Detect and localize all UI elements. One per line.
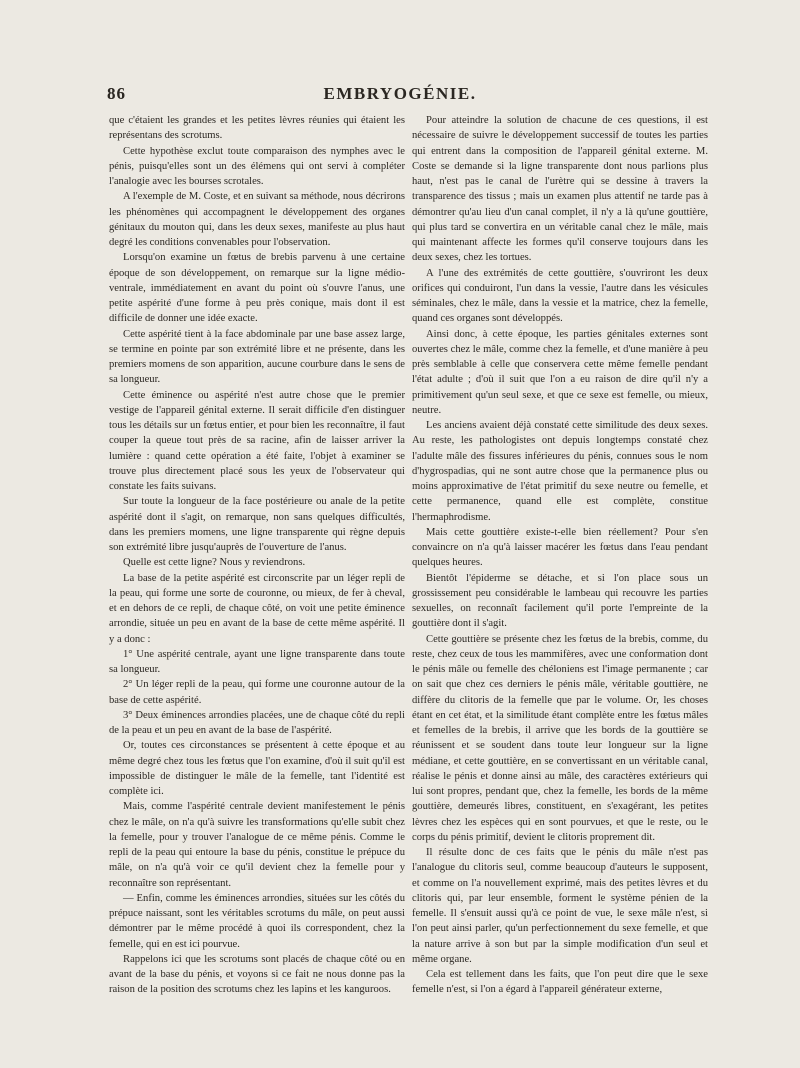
- page-number: 86: [107, 84, 126, 103]
- paragraph: Lorsqu'on examine un fœtus de brebis parvenu à une certaine époque de son développement, on remarque sur la ligne médio-ventrale, immédiatement en avant du point où s'ouvre l'anus, une petite aspérité d'une forme à peu près conique, mais dont il est difficile de donner une idée exacte.: [109, 252, 405, 325]
- paragraph: Ainsi donc, à cette époque, les parties génitales externes sont ouvertes chez le mâle, comme chez la femelle, et d'une manière à peu près semblable à celle que conservera cette même femelle pendant l'état adulte ; d'où il suit que l'on a eu raison de dire qu'il n'y a primitivement qu'un seul sexe, et que ce sexe est femelle, ou mieux, neutre.: [412, 328, 708, 416]
- paragraph: A l'exemple de M. Coste, et en suivant sa méthode, nous décrirons les phénomènes qui accompagnent le développement des organes génitaux du mouton qui, dans les deux sexes, manifeste au plus haut degré les conditions convenables pour l'observation.: [109, 191, 405, 248]
- paragraph: Cela est tellement dans les faits, que l'on peut dire que le sexe femelle n'est, si l'on a égard à l'appareil générateur externe,: [412, 969, 708, 996]
- paragraph: Bientôt l'épiderme se détache, et si l'on place sous un grossissement peu considérable le lambeau qui recouvre les parties sexuelles, on reconnaît facilement qu'il porte l'empreinte de la gouttière dont il s'agit.: [412, 572, 708, 630]
- paragraph: 2° Un léger repli de la peau, qui forme une couronne autour de la base de cette aspérité.: [109, 679, 405, 706]
- paragraph: Mais, comme l'aspérité centrale devient manifestement le pénis chez le mâle, on n'a qu'à suivre les transformations qu'elle subit chez la femelle, pour y trouver l'analogue de ce même pénis. Comme le repli de la peau qui entoure la base du pénis, constitue le prépuce du mâle, on n'a qu'à voir ce qu'il devient chez la femelle pour y reconnaître son représentant.: [109, 801, 405, 889]
- paragraph: Cette gouttière se présente chez les fœtus de la brebis, comme, du reste, chez ceux de tous les mammifères, avec une conformation dont le pénis mâle ou femelle des chéloniens est l'image permanente ; car on sait que chez ces derniers le pénis mâle, véritable gouttière, ne diffère du clitoris de la femelle que par le volume. Or, les choses étant en cet état, et la similitude étant complète entre les fœtus mâles et femelles de la brebis, il arrive que les bords de la gouttière se réunissent et se soudent dans toute leur longueur sur la ligne médiane, et cette gouttière, en se convertissant en un véritable canal, réalise le pénis et donne ainsi au mâle, des caractères extérieurs qui lui sont propres, pendant que, chez la femelle, les bords de la même gouttière, demeurés libres, constituent, en s'exagérant, les petites lèvres chez les espèces qui en sont pourvues, et que le reste, ou le corps du pénis primitif, devient le clitoris proprement dit.: [412, 633, 708, 843]
- paragraph: Cette aspérité tient à la face abdominale par une base assez large, se termine en pointe par son extrémité libre et ne présente, dans les premiers momens de son apparition, aucune courbure dans le sens de sa longueur.: [109, 328, 405, 386]
- paragraph: Cette éminence ou aspérité n'est autre chose que le premier vestige de l'appareil génital externe. Il serait difficile d'en distinguer tous les détails sur un fœtus entier, et pour bien les reconnaître, il faut couper la queue tout près de sa racine, afin de laisser arriver la lumière : quand cette opération a été faite, l'objet à examiner se trouve plus directement placé sous les yeux de l'observateur qui constate les faits suivans.: [109, 389, 405, 492]
- paragraph: que c'étaient les grandes et les petites lèvres réunies qui étaient les représentans des scrotums.: [109, 115, 405, 142]
- paragraph: La base de la petite aspérité est circonscrite par un léger repli de la peau, qui forme une sorte de couronne, ou mieux, de fer à cheval, et en dehors de ce repli, de chaque côté, on voit une petite éminence arrondie, située un peu en avant de la base de cette même aspérité. Il y a donc :: [109, 572, 405, 645]
- right-column: [412, 113, 708, 998]
- running-title: EMBRYOGÉNIE.: [323, 84, 477, 103]
- paragraph: — Enfin, comme les éminences arrondies, situées sur les côtés du prépuce naissant, sont les véritables scrotums du mâle, on peut aussi démontrer par le même procédé à quoi ils correspondent, chez la femelle, qui en est ici pourvue.: [109, 892, 405, 950]
- paragraph: 3° Deux éminences arrondies placées, une de chaque côté du repli de la peau et un peu en avant de la base de l'aspérité.: [109, 709, 405, 736]
- paragraph: Rappelons ici que les scrotums sont placés de chaque côté ou en avant de la base du pénis, et voyons si ce fait ne nous donne pas la raison de la position des scrotums chez les lapins et les kanguroos.: [109, 953, 405, 996]
- paragraph: Quelle est cette ligne? Nous y reviendrons.: [123, 557, 306, 569]
- paragraph: Il résulte donc de ces faits que le pénis du mâle n'est pas l'analogue du clitoris seul, comme beaucoup d'auteurs le supposent, et comme on l'a nouvellement exprimé, mais des petites lèvres et du clitoris qui, par leur ensemble, forment le système pénien de la femelle. Il s'ensuit aussi qu'à ce point de vue, le sexe mâle n'est, si l'on peut ainsi parler, qu'un perfectionnement du sexe femelle, et que la nature arrive à son but par la simple modification d'un seul et même organe.: [412, 847, 708, 965]
- paragraph: Cette hypothèse exclut toute comparaison des nymphes avec le pénis, puisqu'elles sont un des élémens qui ont servi à compléter l'analogie avec les bourses scrotales.: [109, 145, 405, 187]
- page-header: [0, 84, 800, 108]
- left-column: [109, 113, 405, 998]
- paragraph: 1° Une aspérité centrale, ayant une ligne transparente dans toute sa longueur.: [109, 648, 405, 675]
- paragraph: Mais cette gouttière existe-t-elle bien réellement? Pour s'en convaincre on n'a qu'à laisser macérer les fœtus dans l'eau pendant quelques heures.: [412, 526, 708, 569]
- paragraph: Pour atteindre la solution de chacune de ces questions, il est nécessaire de suivre le développement successif de toutes les parties qui entrent dans la composition de l'appareil génital externe. M. Coste se demande si la ligne transparente dont nous parlions plus haut, n'est pas le canal de l'urètre qui se dessine à travers la transparence des tissus ; mais un examen plus attentif ne tarde pas à démontrer qu'au lieu d'un canal complet, il n'y a là qu'une gouttière, qui plus tard se convertira en un véritable canal chez le mâle, mais qui maintenant affecte les formes qu'il conserve toujours dans les deux sexes, chez les tortues.: [412, 115, 708, 264]
- paragraph: A l'une des extrémités de cette gouttière, s'ouvriront les deux orifices qui conduiront, l'un dans la vessie, l'autre dans les vésicules séminales, chez le mâle, dans la vessie et la matrice, chez la femelle, quand ces organes sont développés.: [412, 267, 708, 325]
- paragraph: Les anciens avaient déjà constaté cette similitude des deux sexes. Au reste, les pathologistes ont depuis longtemps constaté chez l'adulte mâle des fissures inférieures du pénis, connues sous le nom d'hygrospadias, qui ne sont autre chose que la permanence plus ou moins approximative de l'état primitif du sexe neutre ou femelle, et cette permanence, quand elle est complète, constitue l'hermaphrodisme.: [412, 420, 708, 523]
- paragraph: Sur toute la longueur de la face postérieure ou anale de la petite aspérité dont il s'agit, on remarque, non sans quelques difficultés, dans les premiers momens, une ligne transparente qui règne depuis son extrémité libre jusqu'auprès de l'ouverture de l'anus.: [109, 496, 405, 553]
- paragraph: Or, toutes ces circonstances se présentent à cette époque et au même degré chez tous les fœtus que l'on examine, d'où il suit qu'il est impossible de distinguer le mâle de la femelle, tant l'identité est complète ici.: [109, 740, 405, 797]
